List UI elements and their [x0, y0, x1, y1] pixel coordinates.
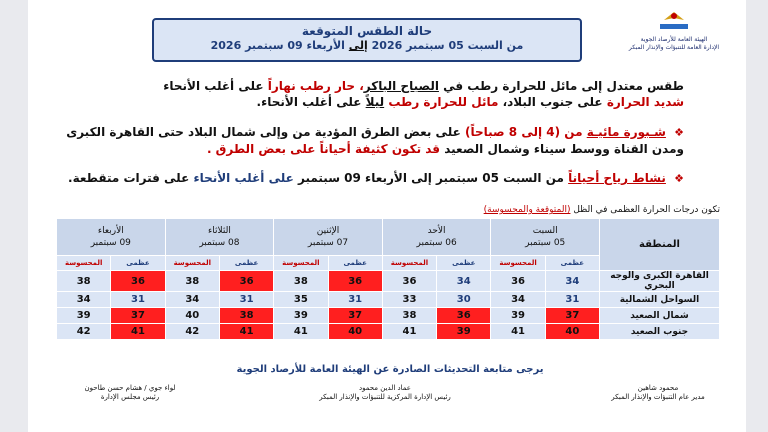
day-header: الثلاثاء 08 سبتمبر: [165, 219, 274, 256]
day-header: الأربعاء 09 سبتمبر: [57, 219, 166, 256]
date-range: [154, 38, 580, 54]
logo-line-2: الإدارة العامة للتنبؤات والإنذار المبكر: [628, 44, 720, 51]
wind-paragraph: ❖ نشاط رياح أحياناً من السبت 05 سبتمبر إلى الأربعاء 09 سبتمبر على أغلب الأنحاء على فترات متقطعة.: [68, 171, 684, 185]
logo-line-1: الهيئة العامة للأرصاد الجوية: [640, 36, 708, 43]
title-box: [152, 18, 582, 62]
diamond-bullet-icon: ❖: [674, 172, 684, 185]
feel-temp-cell: 41: [491, 324, 545, 340]
left-margin-bar: [0, 0, 28, 432]
feel-temp-cell: 36: [491, 271, 545, 292]
feel-temp-cell: 39: [274, 308, 328, 324]
fog-paragraph: [44, 124, 684, 157]
footer-note: يرجى متابعة التحديثات الصادرة عن الهيئة العامة للأرصاد الجوية: [236, 364, 544, 375]
temperature-table: [56, 218, 720, 340]
max-temp-cell: 38: [219, 308, 273, 324]
feel-temp-cell: 34: [165, 292, 219, 308]
feel-label: المحسوسة: [57, 256, 111, 271]
fog-line-1: ❖ شـبورة مائيـة من (4 إلى 8 صباحاً) على بعض الطرق المؤدية من وإلى شمال البلاد حتى القاهرة الكبرى: [66, 125, 684, 139]
table-row: [57, 308, 720, 324]
date-range-start: من السبت 05 سبتمبر 2026: [371, 39, 524, 52]
feel-temp-cell: 38: [165, 271, 219, 292]
date-range-end: الأربعاء 09 سبتمبر 2026: [210, 39, 345, 52]
feel-label: المحسوسة: [274, 256, 328, 271]
max-label: عظمى: [219, 256, 273, 271]
table-body: [57, 271, 720, 340]
max-temp-cell: 37: [111, 308, 165, 324]
general-weather-paragraph: [44, 78, 684, 110]
feel-temp-cell: 34: [491, 292, 545, 308]
general-weather-line-1: طقس معتدل إلى مائل للحرارة رطب في الصباح الباكر، حار رطب نهاراً على أغلب الأنحاء: [163, 79, 684, 93]
table-caption: تكون درجات الحرارة العظمى في الظل (المتوقعة والمحسوسة): [483, 205, 720, 215]
max-temp-cell: 30: [437, 292, 491, 308]
max-temp-cell: 36: [437, 308, 491, 324]
feel-temp-cell: 35: [274, 292, 328, 308]
signature-block: لواء جوي / هشام حسن طاحون رئيس مجلس الإدارة: [84, 384, 176, 401]
diamond-bullet-icon: ❖: [674, 126, 684, 139]
feel-label: المحسوسة: [165, 256, 219, 271]
max-label: عظمى: [111, 256, 165, 271]
region-cell: شمال الصعيد: [600, 308, 720, 324]
region-header: المنطقة: [600, 219, 720, 271]
feel-temp-cell: 39: [491, 308, 545, 324]
eagle-emblem-icon: [660, 10, 688, 30]
date-range-sep: إلى: [348, 39, 368, 52]
feel-label: المحسوسة: [491, 256, 545, 271]
right-margin-bar: [746, 0, 768, 432]
max-temp-cell: 31: [219, 292, 273, 308]
max-temp-cell: 31: [545, 292, 599, 308]
table-row: [57, 271, 720, 292]
feel-temp-cell: 40: [165, 308, 219, 324]
max-temp-cell: 37: [328, 308, 382, 324]
feel-temp-cell: 42: [165, 324, 219, 340]
feel-temp-cell: 38: [57, 271, 111, 292]
feel-temp-cell: 38: [382, 308, 436, 324]
day-header: الأحد 06 سبتمبر: [382, 219, 491, 256]
table-row: [57, 324, 720, 340]
max-temp-cell: 31: [328, 292, 382, 308]
max-label: عظمى: [545, 256, 599, 271]
max-label: عظمى: [328, 256, 382, 271]
feel-temp-cell: 41: [382, 324, 436, 340]
max-temp-cell: 41: [111, 324, 165, 340]
feel-temp-cell: 42: [57, 324, 111, 340]
max-temp-cell: 36: [111, 271, 165, 292]
table-row: [57, 292, 720, 308]
max-temp-cell: 34: [545, 271, 599, 292]
max-temp-cell: 37: [545, 308, 599, 324]
feel-label: المحسوسة: [382, 256, 436, 271]
max-temp-cell: 39: [437, 324, 491, 340]
max-temp-cell: 36: [219, 271, 273, 292]
day-header: السبت 05 سبتمبر: [491, 219, 600, 256]
feel-temp-cell: 39: [57, 308, 111, 324]
signature-block: عماد الدين محمود رئيس الإدارة المركزية للتنبؤات والإنذار المبكر: [319, 384, 451, 401]
feel-temp-cell: 34: [57, 292, 111, 308]
signature-block: محمود شاهين مدير عام التنبؤات والإنذار المبكر: [611, 384, 705, 401]
max-temp-cell: 31: [111, 292, 165, 308]
max-temp-cell: 41: [219, 324, 273, 340]
region-cell: السواحل الشمالية: [600, 292, 720, 308]
ema-logo: [626, 10, 722, 68]
feel-temp-cell: 38: [274, 271, 328, 292]
max-temp-cell: 40: [328, 324, 382, 340]
feel-temp-cell: 33: [382, 292, 436, 308]
max-temp-cell: 34: [437, 271, 491, 292]
max-label: عظمى: [437, 256, 491, 271]
region-cell: القاهرة الكبرى والوجه البحري: [600, 271, 720, 292]
feel-temp-cell: 41: [274, 324, 328, 340]
region-cell: جنوب الصعيد: [600, 324, 720, 340]
table-day-header-row: [57, 219, 720, 256]
page-title: حالة الطقس المتوقعة: [301, 24, 433, 38]
general-weather-line-2: شديد الحرارة على جنوب البلاد، مائل للحرارة رطب ليلاً على أغلب الأنحاء.: [256, 95, 684, 109]
max-temp-cell: 40: [545, 324, 599, 340]
feel-temp-cell: 36: [382, 271, 436, 292]
max-temp-cell: 36: [328, 271, 382, 292]
day-header: الإثنين 07 سبتمبر: [274, 219, 383, 256]
fog-line-2: ومدن القناة ووسط سيناء وشمال الصعيد قد تكون كثيفة أحياناً على بعض الطرق .: [206, 142, 684, 156]
